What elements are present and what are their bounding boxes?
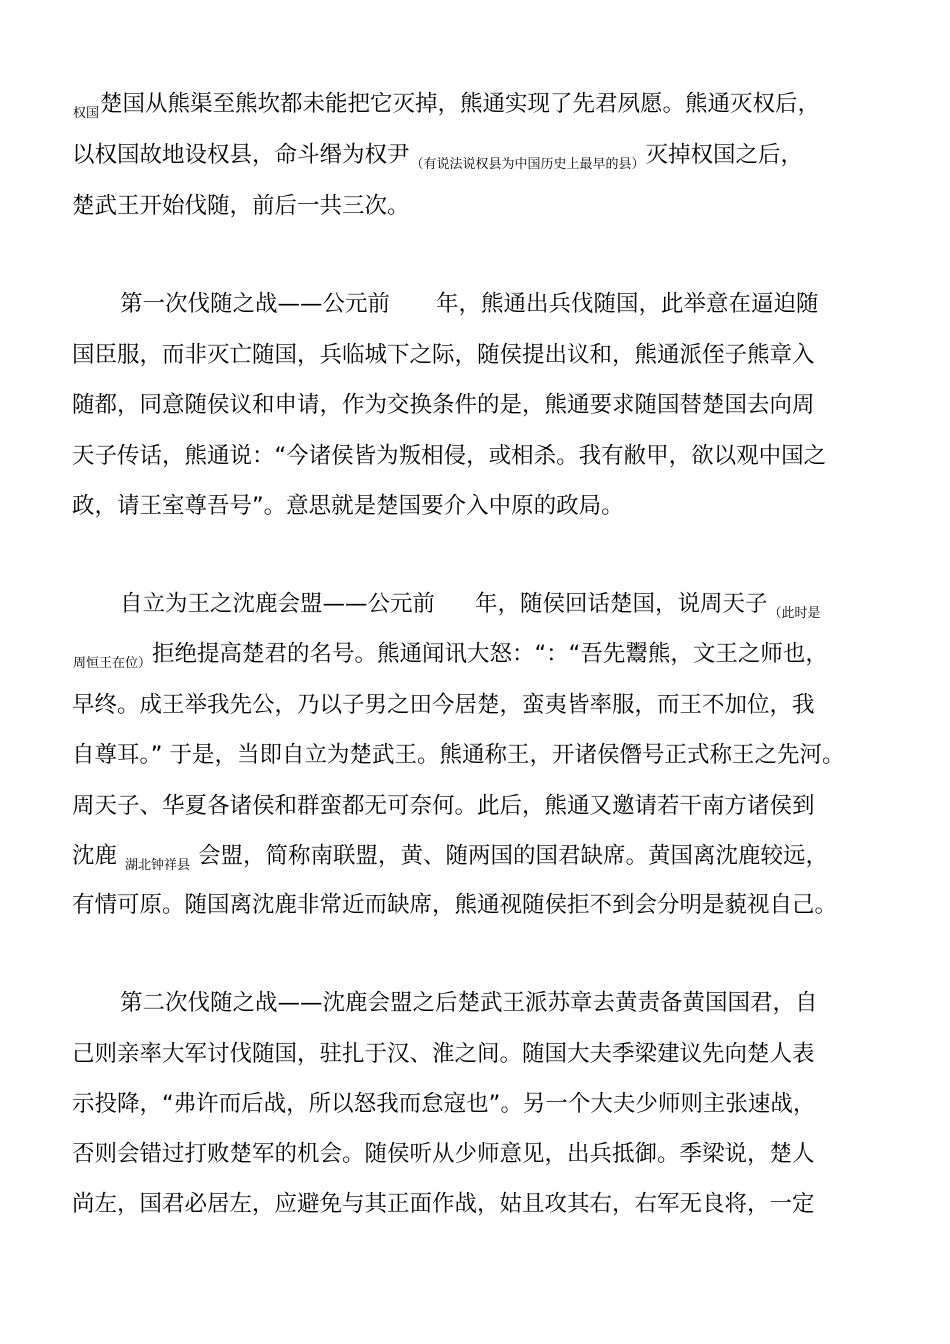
text-run: 尚左，国君必居左，应避免与其正面作战，姑且攻其右，右军无良将，一定 <box>72 1191 815 1217</box>
text-run: 灭掉权国之后， <box>645 142 804 168</box>
paragraph-3-line-5 <box>72 790 878 822</box>
paragraph-2-line-3 <box>72 389 878 421</box>
paragraph-3-line-1 <box>120 588 878 620</box>
annotation-small: （有说法说权县为中国历史上最早的县） <box>410 157 645 171</box>
paragraph-3-line-2 <box>72 638 878 670</box>
text-run: 会盟，简称南联盟，黄、随两国的国君缺席。黄国离沈鹿较远， <box>198 843 829 869</box>
paragraph-2-line-4 <box>72 440 878 472</box>
text-run: 随都，同意随侯议和申请，作为交换条件的是，熊通要求随国替楚国去向周 <box>72 392 815 418</box>
text-run: 早终。成王举我先公，乃以子男之田今居楚，蛮夷皆率服，而王不加位，我 <box>72 692 815 718</box>
paragraph-1-line-3 <box>72 190 878 222</box>
annotation-small: （此时是 <box>768 606 821 620</box>
paragraph-3-line-4 <box>72 739 878 771</box>
text-run: 己则亲率大军讨伐随国，驻扎于汉、淮之间。随国大夫季梁建议先向楚人表 <box>72 1041 815 1067</box>
text-run: 自尊耳。” 于是，当即自立为楚武王。熊通称王，开诸侯僭号正式称王之先河。 <box>72 742 845 768</box>
text-run: 第二次伐随之战——沈鹿会盟之后楚武王派苏章去黄责备黄国国君，自 <box>120 990 818 1016</box>
annotation-small: 周恒王在位） <box>73 656 152 670</box>
paragraph-3-line-7 <box>72 889 878 921</box>
text-run: 有情可原。随国离沈鹿非常近而缺席，熊通视随侯拒不到会分明是藐视自己。 <box>72 892 838 918</box>
text-run: 天子传话，熊通说：“今诸侯皆为叛相侵，或相杀。我有敝甲，欲以观中国之 <box>72 443 827 469</box>
annotation-small: 湖北钟祥县 <box>125 858 191 872</box>
paragraph-3-line-6 <box>72 840 878 872</box>
paragraph-2-line-2 <box>72 339 878 371</box>
text-run: 沈鹿 <box>72 843 118 869</box>
paragraph-2-line-5 <box>72 490 878 522</box>
paragraph-4-line-5 <box>72 1188 878 1220</box>
text-run: 否则会错过打败楚军的机会。随侯听从少师意见，出兵抵御。季梁说，楚人 <box>72 1141 815 1167</box>
paragraph-4-line-4 <box>72 1138 878 1170</box>
text-run: 以权国故地设权县，命斗缗为权尹 <box>72 142 410 168</box>
text-run: 年，熊通出兵伐随国，此举意在逼迫随 <box>436 291 819 317</box>
text-run: 国臣服，而非灭亡随国，兵临城下之际，随侯提出议和，熊通派侄子熊章入 <box>72 342 815 368</box>
text-run: 自立为王之沈鹿会盟——公元前 <box>120 591 436 617</box>
paragraph-4-line-2 <box>72 1038 878 1070</box>
text-run: 楚武王开始伐随，前后一共三次。 <box>72 193 410 219</box>
paragraph-1-line-2 <box>72 139 878 171</box>
text-run: 政，请王室尊吾号”。意思就是楚国要介入中原的政局。 <box>72 493 624 519</box>
paragraph-4-line-3 <box>72 1088 878 1120</box>
text-run: 拒绝提高楚君的名号。熊通闻讯大怒：“：“吾先鬻熊，文王之师也， <box>152 641 828 667</box>
paragraph-1-line-1 <box>72 88 878 120</box>
text-run: 示投降，“弗许而后战，所以怒我而怠寇也”。另一个大夫少师则主张速战， <box>72 1091 816 1117</box>
text-run: 第一次伐随之战——公元前 <box>120 291 391 317</box>
annotation-small: 权国 <box>73 106 100 120</box>
text-run: 年，随侯回话楚国，说周天子 <box>475 591 768 617</box>
paragraph-2-line-1 <box>120 288 878 320</box>
paragraph-4-line-1 <box>120 987 878 1019</box>
paragraph-3-line-3 <box>72 689 878 721</box>
text-run: 周天子、华夏各诸侯和群蛮都无可奈何。此后，熊通又邀请若干南方诸侯到 <box>72 793 815 819</box>
text-run: 楚国从熊渠至熊坎都未能把它灭掉，熊通实现了先君夙愿。熊通灭权后， <box>100 91 821 117</box>
